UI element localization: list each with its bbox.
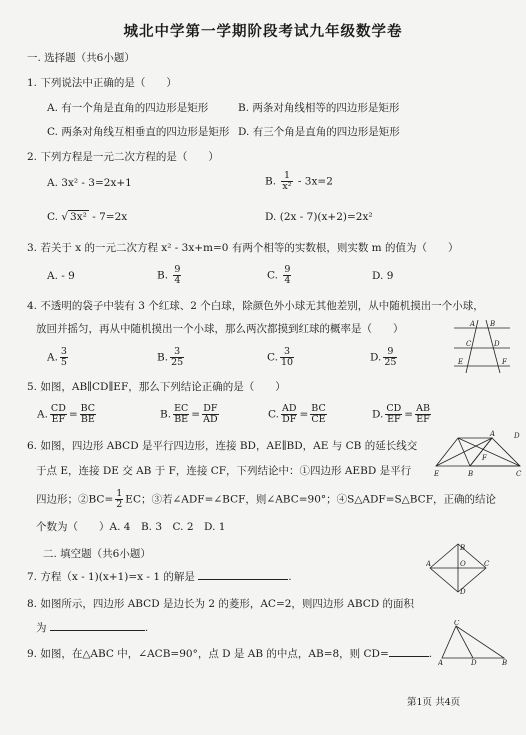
svg-text:B: B	[460, 544, 466, 552]
q6-stem-line2: 于点 E，连接 DE 交 AB 于 F，连接 CF，下列结论中：①四边形 AEBD 是平行	[36, 465, 412, 477]
q9-answer-blank[interactable]	[389, 656, 429, 657]
q8-answer-blank[interactable]	[50, 630, 145, 631]
q1-option-c: C. 两条对角线互相垂直的四边形是矩形	[47, 126, 230, 138]
q3-option-d: D. 9	[372, 270, 394, 282]
q1-option-b: B. 两条对角线相等的四边形是矩形	[238, 102, 400, 114]
q2-b-fraction: $\frac{1}{\text{x²}}$	[282, 170, 292, 192]
q1-stem: 1. 下列说法中正确的是（ ）	[27, 77, 177, 89]
q7-text: 7. 方程（x - 1)(x+1)=x - 1 的解是 .	[27, 571, 292, 583]
sqrt-symbol: √	[61, 211, 69, 223]
svg-text:C: C	[466, 340, 472, 348]
q2-stem: 2. 下列方程是一元二次方程的是（ ）	[27, 151, 219, 163]
q5-option-b: B. $\frac{EC}{BE}$ = $\frac{DF}{AD}$	[160, 403, 218, 425]
q1-option-d: D. 有三个角是直角的四边形是矩形	[238, 126, 400, 138]
q3-stem: 3. 若关于 x 的一元二次方程 x² - 3x+m=0 有两个相等的实数根，则实数 m 的值为（ ）	[27, 242, 459, 254]
svg-text:F: F	[482, 454, 487, 462]
q4-stem-line2: 放回并摇匀，再从中随机摸出一个小球，那么两次都摸到红球的概率是（ ）	[36, 323, 404, 335]
svg-text:F: F	[502, 358, 507, 366]
svg-text:A: A	[470, 320, 476, 328]
q6-figure	[434, 430, 524, 480]
q7-answer-blank[interactable]	[198, 579, 288, 580]
section-choice-heading: 一. 选择题（共6小题）	[27, 52, 135, 64]
q6-stem-line3: 四边形；②BC= $\frac{1}{2}$ EC；③若∠ADF=∠BCF，则∠ABC=90°；④S△ADF=S△BCF，正确的结论	[36, 488, 496, 510]
q3-option-c: C. $\frac{9}{4}$	[267, 264, 291, 286]
svg-text:A: A	[426, 560, 432, 568]
page-footer: 第1页 共4页	[407, 697, 461, 708]
q5-option-d: D. $\frac{CD}{EF}$ = $\frac{AB}{EF}$	[372, 403, 430, 425]
svg-text:D: D	[471, 659, 477, 666]
svg-text:B: B	[490, 320, 496, 328]
svg-text:D: D	[514, 432, 520, 440]
svg-text:A: A	[490, 430, 496, 438]
q4-figure	[452, 318, 512, 374]
q4-stem-line1: 4. 不透明的袋子中装有 3 个红球、2 个白球，除颜色外小球无其他差别，从中随机摸出一个小球，	[27, 300, 484, 312]
svg-text:C: C	[454, 620, 460, 627]
q9-figure	[438, 620, 508, 666]
svg-text:E: E	[458, 358, 464, 366]
q6-stem-line1: 6. 如图，四边形 ABCD 是平行四边形，连接 BD，AE∥BD，AE 与 CB 的延长线交	[27, 440, 418, 452]
svg-text:B: B	[502, 659, 508, 666]
q8-stem-line1: 8. 如图所示，四边形 ABCD 是边长为 2 的菱形，AC=2，则四边形 ABCD 的面积	[27, 598, 415, 610]
q4-option-c: C. $\frac{3}{10}$	[267, 346, 294, 368]
q5-stem: 5. 如图，AB∥CD∥EF，那么下列结论正确的是（ ）	[27, 381, 286, 393]
q2-option-b: B. $\frac{1}{\text{x²}}$ - 3x=2	[265, 170, 333, 192]
page-title: 城北中学第一学期阶段考试九年级数学卷	[123, 23, 403, 40]
svg-text:D: D	[494, 340, 500, 348]
q2-option-a: A. 3x² - 3=2x+1	[47, 177, 132, 189]
q3-option-b: B. $\frac{9}{4}$	[157, 264, 181, 286]
q9-text: 9. 如图，在△ABC 中，∠ACB=90°，点 D 是 AB 的中点，AB=8，则 CD= .	[27, 648, 433, 660]
svg-text:A: A	[438, 659, 444, 666]
q5-option-a: A. $\frac{CD}{EF}$ = $\frac{BC}{BE}$	[37, 403, 96, 425]
q6-stem-line4: 个数为（ ）A. 4 B. 3 C. 2 D. 1	[36, 521, 226, 533]
q8-stem-line2: 为 .	[36, 622, 149, 634]
svg-text:C: C	[516, 470, 522, 478]
section-fill-heading: 二. 填空题（共6小题）	[43, 548, 151, 560]
q2-option-d: D. (2x - 7)(x+2)=2x²	[265, 211, 373, 223]
svg-text:B: B	[468, 470, 474, 478]
q2-option-c: C. √ 3x² - 7=2x	[47, 211, 128, 223]
svg-text:E: E	[434, 470, 440, 478]
svg-text:D: D	[460, 588, 466, 594]
q8-figure	[426, 540, 490, 594]
q3-option-a: A. - 9	[47, 270, 75, 282]
svg-text:O: O	[460, 560, 466, 568]
q5-option-c: C. $\frac{AD}{DF}$ = $\frac{BC}{CE}$	[268, 403, 326, 425]
q4-option-a: A. $\frac{3}{5}$	[47, 346, 67, 368]
q4-option-d: D. $\frac{9}{25}$	[370, 346, 397, 368]
svg-text:C: C	[484, 560, 490, 568]
q4-option-b: B. $\frac{3}{25}$	[157, 346, 184, 368]
q1-option-a: A. 有一个角是直角的四边形是矩形	[47, 102, 209, 114]
q2-c-radicand: 3x²	[70, 211, 87, 223]
